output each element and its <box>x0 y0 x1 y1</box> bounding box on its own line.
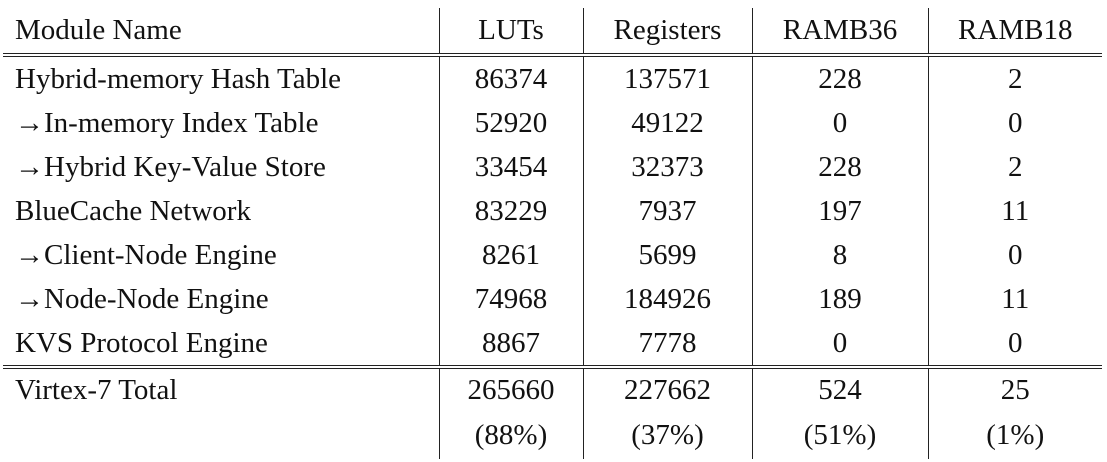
cell-ramb18: 0 <box>928 101 1102 145</box>
cell-registers: 5699 <box>583 233 752 277</box>
header-ramb18: RAMB18 <box>928 8 1102 55</box>
total-luts: 265660 <box>439 367 583 411</box>
cell-luts: 8867 <box>439 321 583 367</box>
cell-ramb18: 0 <box>928 321 1102 367</box>
total-ramb18-percent: (1%) <box>928 411 1102 459</box>
cell-module-name: Hybrid-memory Hash Table <box>3 55 439 101</box>
total-row <box>3 367 1102 411</box>
cell-registers: 7937 <box>583 189 752 233</box>
total-ramb18: 25 <box>928 367 1102 411</box>
total-registers: 227662 <box>583 367 752 411</box>
table-row <box>3 233 1102 277</box>
table-row <box>3 321 1102 367</box>
cell-ramb36: 0 <box>752 321 928 367</box>
total-percent-row <box>3 411 1102 459</box>
cell-ramb18: 11 <box>928 189 1102 233</box>
total-percent-label-empty <box>3 411 439 459</box>
cell-registers: 49122 <box>583 101 752 145</box>
cell-module-name: →In-memory Index Table <box>15 106 319 139</box>
total-luts-percent: (88%) <box>439 411 583 459</box>
total-registers-percent: (37%) <box>583 411 752 459</box>
cell-luts: 52920 <box>439 101 583 145</box>
header-registers: Registers <box>583 8 752 55</box>
cell-registers: 7778 <box>583 321 752 367</box>
header-luts: LUTs <box>439 8 583 55</box>
table-row <box>3 277 1102 321</box>
cell-module-name: →Node-Node Engine <box>15 282 269 315</box>
cell-ramb18: 2 <box>928 145 1102 189</box>
table-row <box>3 189 1102 233</box>
cell-module-name: BlueCache Network <box>15 194 251 227</box>
header-ramb36: RAMB36 <box>752 8 928 55</box>
table-row <box>3 55 1102 101</box>
cell-module-name: →Client-Node Engine <box>15 238 277 271</box>
total-label: Virtex-7 Total <box>3 367 439 411</box>
cell-registers: 32373 <box>583 145 752 189</box>
cell-ramb36: 189 <box>752 277 928 321</box>
total-ramb36: 524 <box>752 367 928 411</box>
cell-ramb36: 197 <box>752 189 928 233</box>
cell-ramb36: 228 <box>752 55 928 101</box>
cell-ramb36: 228 <box>752 145 928 189</box>
table-row <box>3 145 1102 189</box>
cell-luts: 74968 <box>439 277 583 321</box>
cell-ramb18: 2 <box>928 55 1102 101</box>
cell-luts: 8261 <box>439 233 583 277</box>
cell-registers: 137571 <box>583 55 752 101</box>
header-row <box>3 8 1102 55</box>
cell-ramb18: 11 <box>928 277 1102 321</box>
cell-luts: 33454 <box>439 145 583 189</box>
table-row <box>3 101 1102 145</box>
cell-ramb36: 8 <box>752 233 928 277</box>
cell-module-name: →Hybrid Key-Value Store <box>15 150 326 183</box>
cell-ramb18: 0 <box>928 233 1102 277</box>
total-ramb36-percent: (51%) <box>752 411 928 459</box>
cell-luts: 86374 <box>439 55 583 101</box>
cell-registers: 184926 <box>583 277 752 321</box>
cell-module-name: KVS Protocol Engine <box>15 326 268 359</box>
cell-ramb36: 0 <box>752 101 928 145</box>
cell-luts: 83229 <box>439 189 583 233</box>
resource-utilization-table <box>3 8 1102 459</box>
header-module-name: Module Name <box>15 14 182 46</box>
